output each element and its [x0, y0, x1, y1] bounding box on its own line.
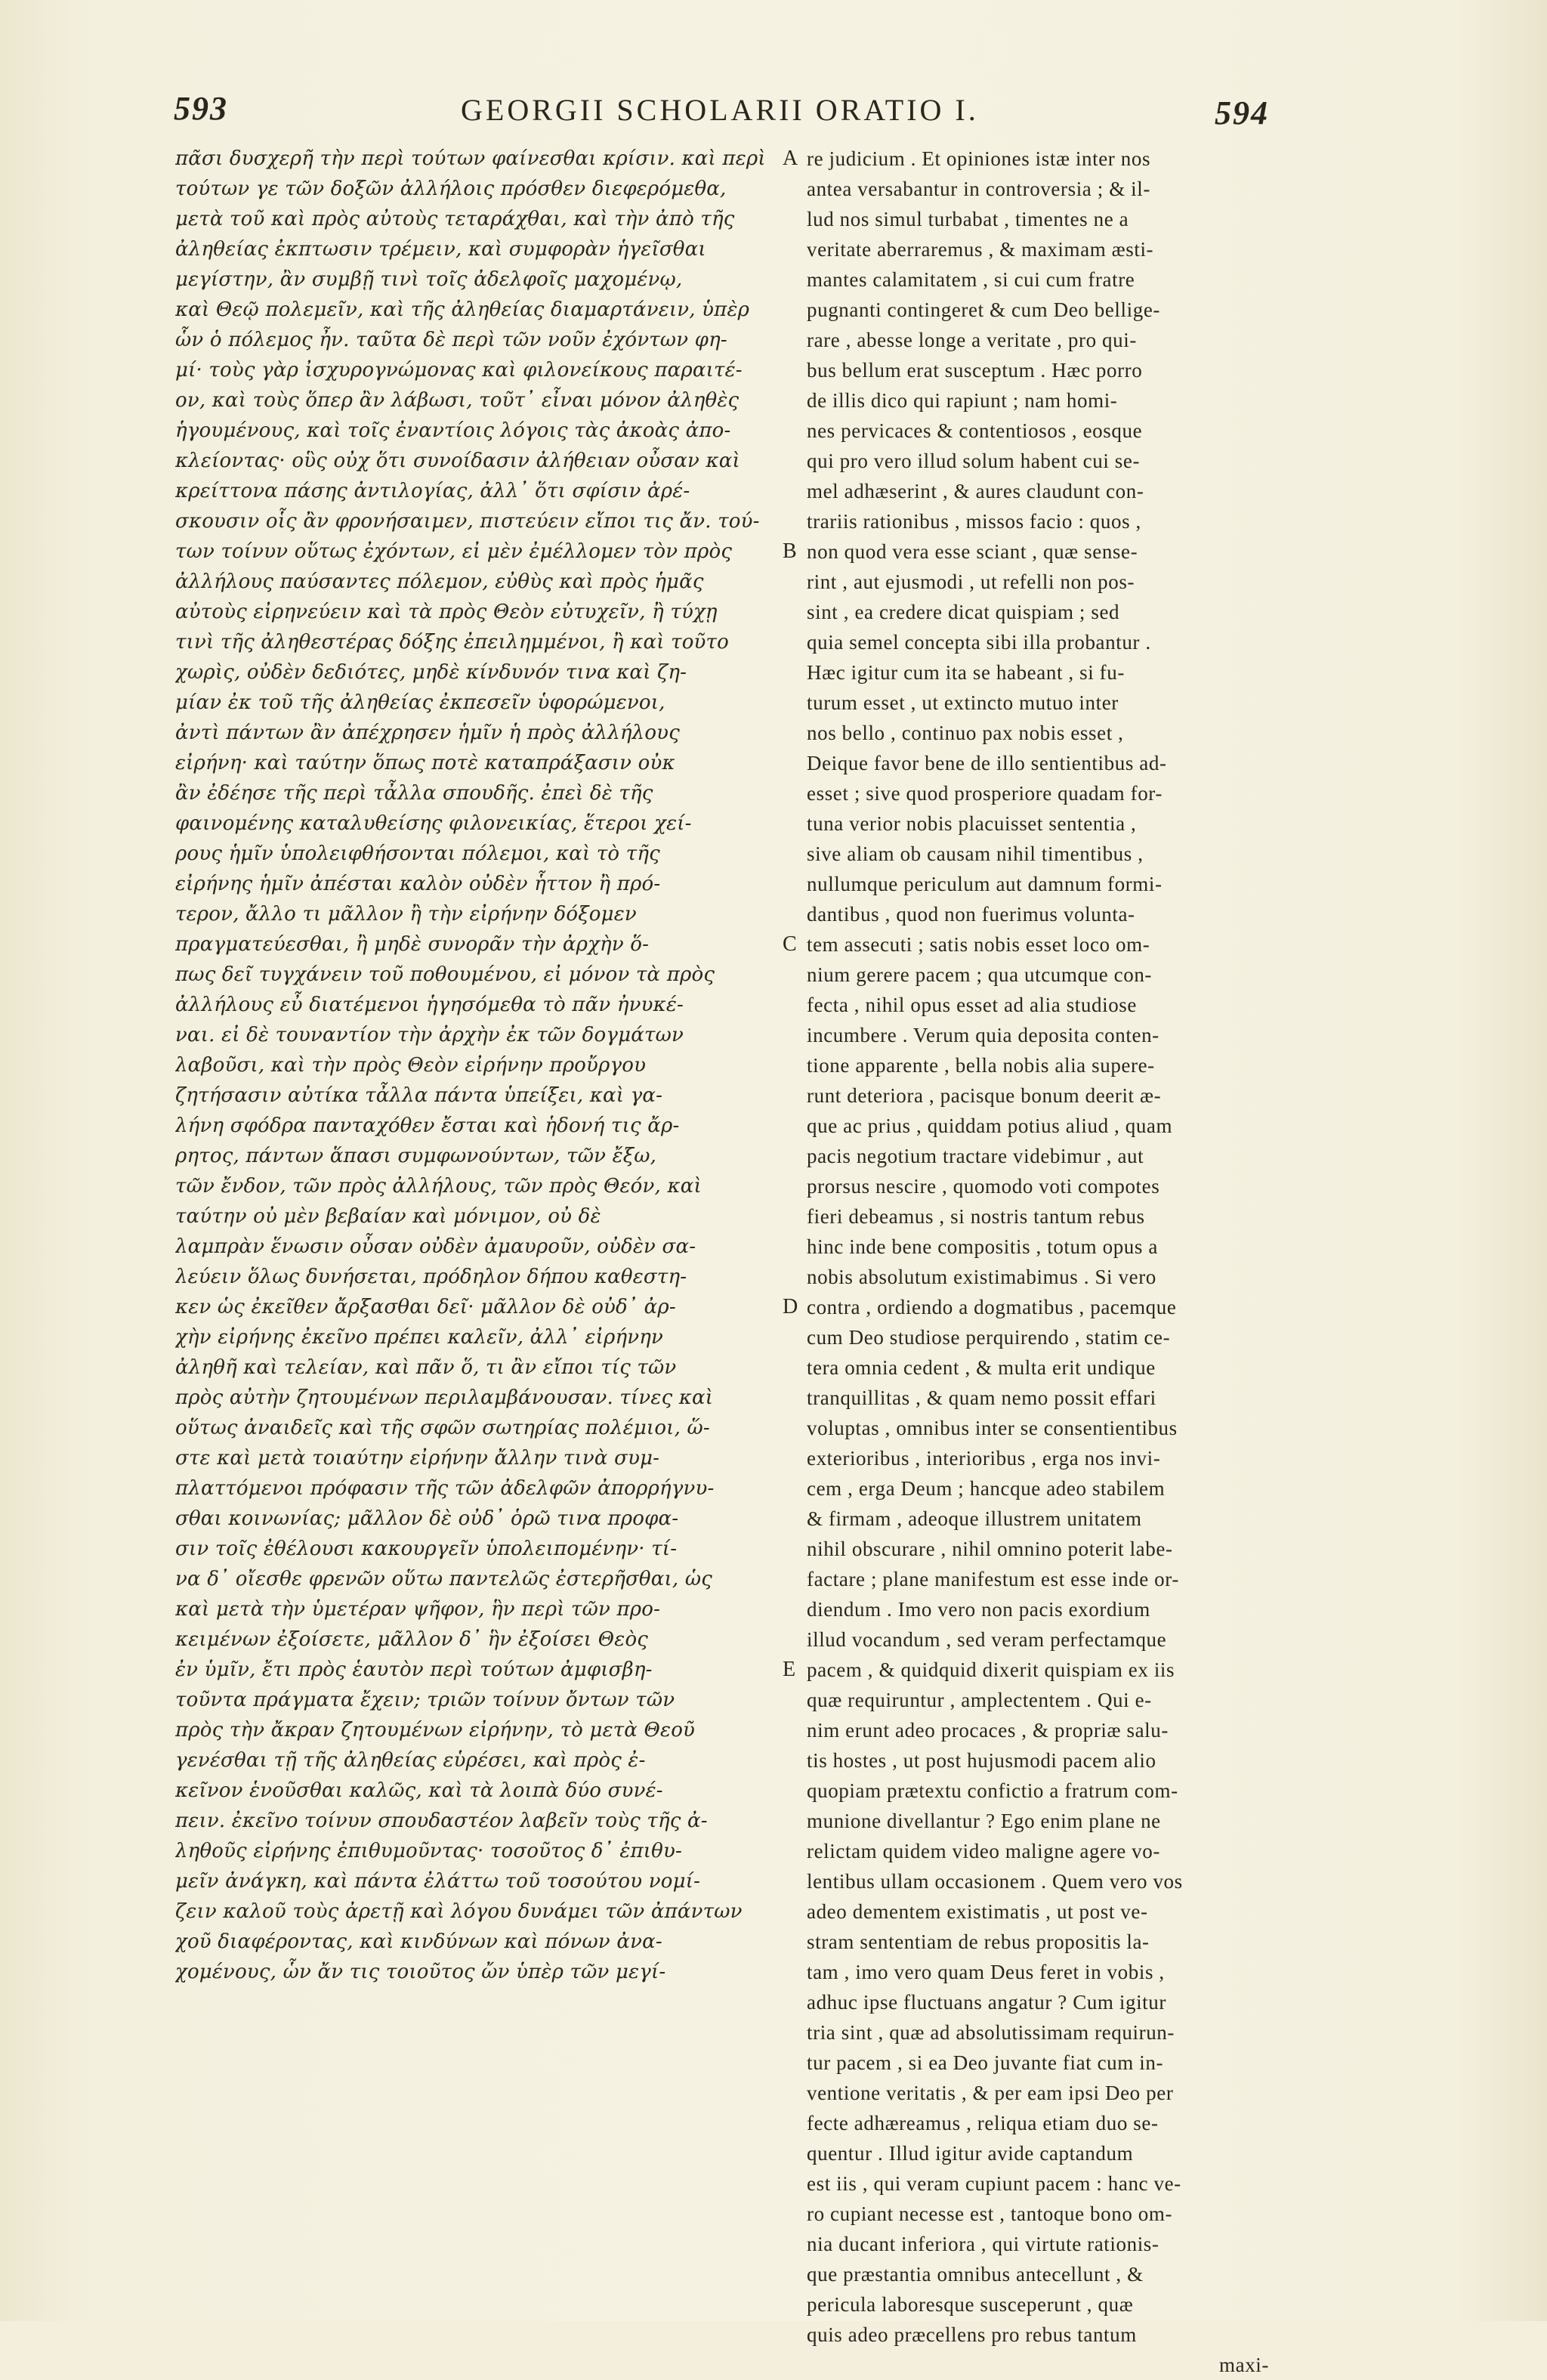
greek-text-line: να δ᾽ οἴεσθε φρενῶν οὕτω παντελῶς ἐστερῆσθαι, ὡς — [175, 1568, 713, 1590]
latin-text-line: tis hostes , ut post hujusmodi pacem alio — [807, 1749, 1156, 1772]
greek-text-line: εἰρήνη· καὶ ταύτην ὅπως ποτὲ καταπράξασιν οὐκ — [175, 752, 675, 774]
latin-text-line: adhuc ipse fluctuans angatur ? Cum igitur — [807, 1991, 1166, 2014]
greek-text-line: ἐν ὑμῖν, ἔτι πρὸς ἑαυτὸν περὶ τούτων ἀμφισβη- — [175, 1658, 653, 1681]
latin-text-line: prorsus nescire , quomodo voti compotes — [807, 1175, 1160, 1198]
greek-text-line: χοῦ διαφέροντας, καὶ κινδύνων καὶ πόνων ἀνα- — [175, 1930, 662, 1953]
greek-text-line: τούτων γε τῶν δοξῶν ἀλλήλοις πρόσθεν διεφερόμεθα, — [175, 178, 727, 200]
latin-text-line: fecta , nihil opus esset ad alia studiose — [807, 994, 1137, 1016]
running-title: GEORGII SCHOLARII ORATIO I. — [461, 93, 979, 127]
greek-text-line: μί· τοὺς γὰρ ἰσχυρογνώμονας καὶ φιλονείκους παραιτέ- — [175, 359, 743, 382]
greek-text-line: στε καὶ μετὰ τοιαύτην εἰρήνην ἄλλην τινὰ συμ- — [175, 1447, 660, 1470]
latin-text-line: de illis dico qui rapiunt ; nam homi- — [807, 389, 1118, 412]
greek-text-line: εἰρήνης ἡμῖν ἀπέσται καλὸν οὐδὲν ἧττον ἢ πρό- — [175, 873, 661, 895]
latin-text-line: Deique favor bene de illo sentientibus ad- — [807, 752, 1167, 774]
latin-text-line: lud nos simul turbabat , timentes ne a — [807, 208, 1129, 230]
greek-text-line: λήνη σφόδρα πανταχόθεν ἔσται καὶ ἡδονή τις ἄρ- — [175, 1114, 680, 1137]
latin-text-line: nium gerere pacem ; qua utcumque con- — [807, 963, 1153, 986]
greek-text-line: ρους ἡμῖν ὑπολειφθήσονται πόλεμοι, καὶ τὸ τῆς — [175, 842, 660, 865]
greek-text-line: χομένους, ὧν ἄν τις τοιοῦτος ὤν ὑπὲρ τῶν μεγί- — [175, 1961, 666, 1983]
greek-text-line: σκουσιν οἷς ἂν φρονήσαιμεν, πιστεύειν εἴποι τις ἄν. τού- — [175, 510, 760, 533]
greek-text-line: κεῖνον ἑνοῦσθαι καλῶς, καὶ τὰ λοιπὰ δύο συνέ- — [175, 1779, 663, 1802]
greek-text-line: ἡγουμένους, καὶ τοῖς ἐναντίοις λόγοις τὰς ἀκοὰς ἀπο- — [175, 419, 731, 442]
greek-text-line: ναι. εἰ δὲ τουναντίον τὴν ἀρχὴν ἐκ τῶν δογμάτων — [175, 1024, 684, 1046]
greek-text-line: οὕτως ἀναιδεῖς καὶ τῆς σφῶν σωτηρίας πολέμιοι, ὥ- — [175, 1417, 710, 1439]
latin-text-line: hinc inde bene compositis , totum opus a — [807, 1235, 1158, 1258]
latin-text-line: tem assecuti ; satis nobis esset loco om- — [807, 933, 1150, 956]
section-marker: C — [783, 932, 797, 956]
greek-text-line: πραγματεύεσθαι, ἢ μηδὲ συνορᾶν τὴν ἀρχὴν ὅ- — [175, 933, 650, 956]
greek-text-line: κρείττονα πάσης ἀντιλογίας, ἀλλ᾽ ὅτι σφίσιν ἀρέ- — [175, 480, 690, 502]
greek-text-line: φαινομένης καταλυθείσης φιλονεικίας, ἕτεροι χεί- — [175, 812, 692, 835]
greek-text-line: κεν ὡς ἐκεῖθεν ἄρξασθαι δεῖ· μᾶλλον δὲ οὐδ᾽ ἀρ- — [175, 1296, 676, 1318]
latin-text-line: exterioribus , interioribus , erga nos invi- — [807, 1447, 1161, 1470]
greek-text-line: χὴν εἰρήνης ἐκεῖνο πρέπει καλεῖν, ἀλλ᾽ εἰρήνην — [175, 1326, 664, 1349]
greek-text-line: ἀλλήλους παύσαντες πόλεμον, εὐθὺς καὶ πρὸς ἡμᾶς — [175, 570, 704, 593]
latin-text-line: runt deteriora , pacisque bonum deerit æ- — [807, 1084, 1162, 1107]
latin-text-line: tranquillitas , & quam nemo possit effari — [807, 1386, 1156, 1409]
latin-text-line: pacem , & quidquid dixerit quispiam ex iis — [807, 1658, 1175, 1681]
latin-text-line: pugnanti contingeret & cum Deo bellige- — [807, 298, 1161, 321]
latin-text-line: nos bello , continuo pax nobis esset , — [807, 722, 1124, 744]
latin-text-line: nes pervicaces & contentiosos , eosque — [807, 419, 1143, 442]
latin-text-line: quentur . Illud igitur avide captandum — [807, 2142, 1134, 2165]
section-marker: D — [783, 1295, 798, 1318]
greek-text-line: τερον, ἄλλο τι μᾶλλον ἢ τὴν εἰρήνην δόξομεν — [175, 903, 637, 926]
section-marker: B — [783, 539, 797, 563]
latin-text-line: adeo dementem existimatis , ut post ve- — [807, 1900, 1148, 1923]
latin-text-line: fecte adhæreamus , reliqua etiam duo se- — [807, 2112, 1159, 2134]
latin-text-line: maxi- — [1219, 2354, 1269, 2376]
latin-text-line: voluptas , omnibus inter se consentientibus — [807, 1417, 1178, 1439]
greek-text-line: αὐτοὺς εἰρηνεύειν καὶ τὰ πρὸς Θεὸν εὐτυχεῖν, ἢ τύχῃ — [175, 601, 718, 623]
latin-text-line: nim erunt adeo procaces , & propriæ salu- — [807, 1719, 1169, 1742]
latin-text-line: bus bellum erat susceptum . Hæc porro — [807, 359, 1143, 382]
latin-text-line: antea versabantur in controversia ; & il- — [807, 178, 1150, 200]
greek-text-line: τῶν ἔνδον, τῶν πρὸς ἀλλήλους, τῶν πρὸς Θεόν, καὶ — [175, 1175, 702, 1198]
latin-text-line: tur pacem , si ea Deo juvante fiat cum in- — [807, 2051, 1164, 2074]
greek-text-line: πρὸς τὴν ἄκραν ζητουμένων εἰρήνην, τὸ μετὰ Θεοῦ — [175, 1719, 696, 1742]
greek-text-line: κειμένων ἐξοίσετε, μᾶλλον δ᾽ ἣν ἐξοίσει Θεὸς — [175, 1628, 649, 1651]
latin-text-line: ventione veritatis , & per eam ipsi Deo per — [807, 2082, 1174, 2104]
greek-text-line: πρὸς αὐτὴν ζητουμένων περιλαμβάνουσαν. τίνες καὶ — [175, 1386, 714, 1409]
greek-text-line: σιν τοῖς ἐθέλουσι κακουργεῖν ὑπολειπομένην· τί- — [175, 1538, 678, 1560]
latin-text-line: illud vocandum , sed veram perfectamque — [807, 1628, 1167, 1651]
greek-text-line: ταύτην οὐ μὲν βεβαίαν καὶ μόνιμον, οὐ δὲ — [175, 1205, 601, 1228]
latin-text-line: diendum . Imo vero non pacis exordium — [807, 1598, 1150, 1621]
greek-text-line: πᾶσι δυσχερῆ τὴν περὶ τούτων φαίνεσθαι κρίσιν. καὶ περὶ — [175, 147, 766, 170]
latin-text-line: ro cupiant necesse est , tantoque bono om- — [807, 2202, 1173, 2225]
latin-text-line: & firmam , adeoque illustrem unitatem — [807, 1507, 1142, 1530]
greek-text-line: μετὰ τοῦ καὶ πρὸς αὐτοὺς τεταράχθαι, καὶ τὴν ἀπὸ τῆς — [175, 208, 735, 230]
greek-text-line: καὶ Θεῷ πολεμεῖν, καὶ τῆς ἀληθείας διαμαρτάνειν, ὑπὲρ — [175, 298, 750, 321]
latin-text-line: pacis negotium tractare videbimur , aut — [807, 1145, 1144, 1167]
latin-text-line: qui pro vero illud solum habent cui se- — [807, 450, 1141, 472]
greek-text-line: κλείοντας· οὓς οὐχ ὅτι συνοίδασιν ἀλήθειαν οὖσαν καὶ — [175, 450, 740, 472]
latin-text-line: trariis rationibus , missos facio : quos , — [807, 510, 1141, 533]
greek-text-line: λαμπρὰν ἕνωσιν οὖσαν οὐδὲν ἀμαυροῦν, οὐδὲν σα- — [175, 1235, 696, 1258]
greek-text-line: πειν. ἐκεῖνο τοίνυν σπουδαστέον λαβεῖν τοὺς τῆς ἀ- — [175, 1810, 708, 1832]
greek-text-line: ἀντὶ πάντων ἂν ἀπέχρησεν ἡμῖν ἡ πρὸς ἀλλήλους — [175, 722, 680, 744]
latin-text-line: tria sint , quæ ad absolutissimam requirun- — [807, 2021, 1175, 2044]
latin-text-line: est iis , qui veram cupiunt pacem : hanc ve- — [807, 2172, 1181, 2195]
latin-text-line: nullumque periculum aut damnum formi- — [807, 873, 1163, 895]
latin-text-line: incumbere . Verum quia deposita conten- — [807, 1024, 1159, 1046]
latin-text-line: quopiam prætextu confictio a fratrum com- — [807, 1779, 1178, 1802]
latin-text-line: rare , abesse longe a veritate , pro qui- — [807, 329, 1137, 351]
latin-text-line: nobis absolutum existimabimus . Si vero — [807, 1266, 1156, 1288]
latin-text-line: rint , aut ejusmodi , ut refelli non pos- — [807, 570, 1135, 593]
latin-text-line: relictam quidem video maligne agere vo- — [807, 1840, 1160, 1862]
latin-text-line: sint , ea credere dicat quispiam ; sed — [807, 601, 1120, 623]
greek-text-line: ζειν καλοῦ τοὺς ἀρετῇ καὶ λόγου δυνάμει τῶν ἀπάντων — [175, 1900, 743, 1923]
section-marker: E — [783, 1658, 796, 1681]
greek-text-line: ἂν ἐδέησε τῆς περὶ τἆλλα σπουδῆς. ἐπεὶ δὲ τῆς — [175, 782, 653, 805]
greek-text-line: ἀληθείας ἐκπτωσιν τρέμειν, καὶ συμφορὰν ἡγεῖσθαι — [175, 238, 706, 261]
latin-text-line: sive aliam ob causam nihil timentibus , — [807, 842, 1144, 865]
greek-text-line: σθαι κοινωνίας; μᾶλλον δὲ οὐδ᾽ ὁρῶ τινα προφα- — [175, 1507, 679, 1530]
latin-text-line: stram sententiam de rebus propositis la- — [807, 1930, 1150, 1953]
greek-text-line: πλαττόμενοι πρόφασιν τῆς τῶν ἀδελφῶν ἀπορρήγνυ- — [175, 1477, 715, 1500]
greek-text-line: ἀλλήλους εὖ διατέμενοι ἡγησόμεθα τὸ πᾶν ἠνυκέ- — [175, 994, 684, 1016]
greek-text-line: λεύειν ὅλως δυνήσεται, πρόδηλον δήπου καθεστη- — [175, 1266, 687, 1288]
latin-text-line: tuna verior nobis placuisset sententia , — [807, 812, 1137, 835]
greek-text-line: καὶ μετὰ τὴν ὑμετέραν ψῆφον, ἣν περὶ τῶν προ- — [175, 1598, 661, 1621]
greek-text-line: ον, καὶ τοὺς ὅπερ ἂν λάβωσι, τοῦτ᾽ εἶναι μόνον ἀληθὲς — [175, 389, 740, 412]
latin-text-line: veritate aberraremus , & maximam æsti- — [807, 238, 1154, 261]
latin-text-line: dantibus , quod non fuerimus volunta- — [807, 903, 1135, 926]
latin-text-line: esset ; sive quod prosperiore quadam for- — [807, 782, 1163, 805]
latin-text-line: re judicium . Et opiniones istæ inter nos — [807, 147, 1151, 170]
latin-text-line: que ac prius , quiddam potius aliud , quam — [807, 1114, 1173, 1137]
latin-text-line: nihil obscurare , nihil omnino poterit labe- — [807, 1538, 1173, 1560]
running-header — [174, 89, 1269, 134]
greek-text-line: χωρὶς, οὐδὲν δεδιότες, μηδὲ κίνδυνόν τινα καὶ ζη- — [175, 661, 687, 684]
page-number-left: 593 — [174, 90, 228, 127]
greek-text-line: ὧν ὁ πόλεμος ἦν. ταῦτα δὲ περὶ τῶν νοῦν ἐχόντων φη- — [175, 329, 727, 351]
greek-text-line: τινὶ τῆς ἀληθεστέρας δόξης ἐπειλημμένοι, ἢ καὶ τοῦτο — [175, 631, 729, 654]
latin-text-line: que præstantia omnibus antecellunt , & — [807, 2263, 1144, 2286]
latin-text-line: nia ducant inferiora , qui virtute rationis- — [807, 2233, 1159, 2255]
latin-text-line: cem , erga Deum ; hancque adeo stabilem — [807, 1477, 1166, 1500]
latin-text-line: pericula laboresque susceperunt , quæ — [807, 2293, 1134, 2316]
latin-text-line: tera omnia cedent , & multa erit undique — [807, 1356, 1156, 1379]
latin-text-line: quis adeo præcellens pro rebus tantum — [807, 2323, 1137, 2346]
greek-text-line: τοῦντα πράγματα ἔχειν; τριῶν τοίνυν ὄντων τῶν — [175, 1689, 675, 1711]
latin-text-line: tam , imo vero quam Deus feret in vobis , — [807, 1961, 1165, 1983]
greek-text-line: ρητος, πάντων ἅπασι συμφωνούντων, τῶν ἔξω, — [175, 1145, 657, 1167]
latin-text-line: factare ; plane manifestum est esse inde or- — [807, 1568, 1179, 1590]
latin-text-column — [807, 144, 1269, 2380]
greek-text-line: γενέσθαι τῇ τῆς ἀληθείας εὑρέσει, καὶ πρὸς ἐ- — [175, 1749, 646, 1772]
page-number-right: 594 — [1215, 94, 1269, 131]
greek-text-line: των τοίνυν οὕτως ἐχόντων, εἰ μὲν ἐμέλλομεν τὸν πρὸς — [175, 540, 733, 563]
greek-text-line: ζητήσασιν αὐτίκα τἆλλα πάντα ὑπείξει, καὶ γα- — [175, 1084, 663, 1107]
greek-text-line: ἀληθῆ καὶ τελείαν, καὶ πᾶν ὅ, τι ἂν εἴποι τίς τῶν — [175, 1356, 677, 1379]
latin-text-line: mantes calamitatem , si cui cum fratre — [807, 268, 1135, 291]
greek-text-column — [175, 144, 787, 1987]
latin-text-line: tione apparente , bella nobis alia supere- — [807, 1054, 1155, 1077]
greek-text-line: μίαν ἐκ τοῦ τῆς ἀληθείας ἐκπεσεῖν ὑφορώμενοι, — [175, 691, 665, 714]
greek-text-line: ληθοῦς εἰρήνης ἐπιθυμοῦντας· τοσοῦτος δ᾽ ἐπιθυ- — [175, 1840, 683, 1862]
greek-text-line: μεγίστην, ἂν συμβῇ τινὶ τοῖς ἀδελφοῖς μαχομένῳ, — [175, 268, 683, 291]
latin-text-line: munione divellantur ? Ego enim plane ne — [807, 1810, 1161, 1832]
latin-text-line: fieri debeamus , si nostris tantum rebus — [807, 1205, 1145, 1228]
latin-text-line: Hæc igitur cum ita se habeant , si fu- — [807, 661, 1125, 684]
latin-text-line: turum esset , ut extincto mutuo inter — [807, 691, 1119, 714]
latin-text-line: quæ requiruntur , amplectentem . Qui e- — [807, 1689, 1152, 1711]
latin-text-line: mel adhæserint , & aures claudunt con- — [807, 480, 1144, 502]
latin-text-line: quia semel concepta sibi illa probantur . — [807, 631, 1151, 654]
greek-text-line: μεῖν ἀνάγκη, καὶ πάντα ἐλάττω τοῦ τοσούτου νομί- — [175, 1870, 701, 1893]
section-marker: A — [783, 147, 798, 170]
latin-text-line: non quod vera esse sciant , quæ sense- — [807, 540, 1138, 563]
latin-text-line: cum Deo studiose perquirendo , statim ce- — [807, 1326, 1171, 1349]
greek-text-line: πως δεῖ τυγχάνειν τοῦ ποθουμένου, εἰ μόνον τὰ πρὸς — [175, 963, 715, 986]
latin-text-line: contra , ordiendo a dogmatibus , pacemque — [807, 1296, 1177, 1318]
latin-text-line: lentibus ullam occasionem . Quem vero vos — [807, 1870, 1183, 1893]
greek-text-line: λαβοῦσι, καὶ τὴν πρὸς Θεὸν εἰρήνην προὔργου — [175, 1054, 647, 1077]
